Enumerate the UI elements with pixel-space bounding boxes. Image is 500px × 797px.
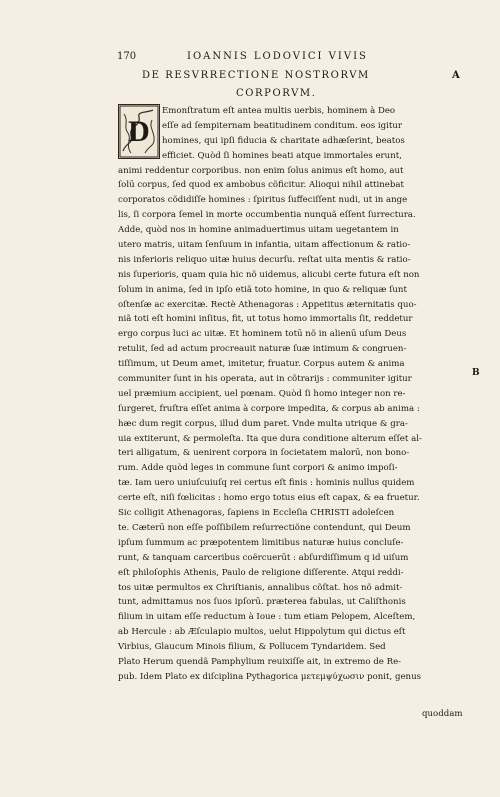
text-line: ipſum ſummum ac præpotentem limitibus naturæ huius concluſe- [118, 537, 404, 548]
text-line: communiter ſunt in his operata, aut in cõtrarijs : communiter igitur [118, 374, 412, 385]
text-line: Emonſtratum eſt antea multis uerbis, hominem à Deo [162, 106, 396, 116]
text-line: pub. Idem Plato ex diſciplina Pythagorica μετεμψύχωσιν ponit, genus [118, 671, 422, 682]
text-line: ſurgeret, fruſtra eſſet anima à corpore impedita, & corpus ab anima : [118, 403, 420, 414]
text-line: oſtenſæ ac exercitæ. Rectè Athenagoras : Appetitus æternitatis quo- [118, 299, 417, 310]
text-line: tunt, admittamus nos ſuos ipſorū. præterea fabulas, ut Caliſthonis [118, 597, 406, 608]
text-line: tæ. Iam uero uniuſcuiuſq rei certus eſt finis : hominis nullus quidem [118, 478, 415, 489]
text-line: rum. Adde quòd leges in commune ſunt corpori & animo impoſi- [118, 463, 398, 474]
body-text [118, 104, 460, 685]
text-line: eſſe ad ſempiternam beatitudinem conditum. eos igitur [162, 120, 402, 131]
text-line: runt, & tanquam carceribus coërcuerūt : abſurdiſſimum q id uiſum [118, 552, 409, 563]
text-line: teri alligatum, & uenirent corpora in ſocietatem malorū, non bono- [118, 448, 410, 459]
text-line: certe eſt, niſi fœlicitas : homo ergo totus eius eſt capax, & ea fruetur. [118, 493, 420, 504]
text-line: homines, qui ipſi fiducia & charitate adhæſerint, beatos [162, 135, 405, 146]
text-line: lis, ſi corpora ſemel in morte occumbentia nunquã eſſent ſurrectura. [118, 210, 416, 221]
margin-mark-a: A [452, 70, 460, 81]
svg-text:D: D [128, 115, 150, 148]
text-line: Sic colligit Athenagoras, ſapiens in Eccleſia CHRISTI adoleſcen [118, 508, 395, 519]
text-line: hæc dum regit corpus, illud dum paret. Vnde multa utrique & gra- [118, 418, 408, 429]
catchword: quoddam [422, 709, 463, 719]
text-line: ab Hercule : ab Æſculapio multos, uelut Hippolytum qui dictus eſt [118, 627, 406, 638]
margin-mark-b: B [472, 368, 480, 378]
text-line: tiſſimum, ut Deum amet, imitetur, fruatur. Corpus autem & anima [118, 359, 405, 370]
chapter-title: DE RESVRRECTIONE NOSTRORVM [142, 70, 370, 81]
text-line: uia extiterunt, & permoleſta. Ita que dura conditione alterum eſſet al- [118, 433, 422, 444]
text-line: utero matris, uitam ſenſuum in infantia, uitam affectionum & ratio- [118, 240, 411, 251]
text-line: nis inferioris reliquo uitæ huius decurſu. reſtat uita mentis & ratio- [118, 254, 411, 265]
text-line: tos uitæ permultos ex Chriſtianis, annalibus cõſtat. hos nõ admit- [118, 582, 403, 593]
text-line: ſolū corpus, ſed quod ex ambobus cõficitur. Alioqui nihil attinebat [118, 180, 404, 191]
text-line: animi reddentur corporibus. non enim ſolus animus eſt homo, aut [118, 165, 404, 176]
text-line: ergo corpus luci ac uitæ. Et hominem totū nõ in alienū uſum Deus [118, 329, 407, 340]
chapter-title-continuation: CORPORVM. [236, 88, 317, 99]
text-line: uel præmium accipient, uel pœnam. Quòd ſi homo integer non re- [118, 388, 406, 399]
text-line: filium in uitam eſſe reductum à Ioue : tum etiam Pelopem, Alceſtem, [118, 612, 416, 623]
text-line: te. Cæterū non eſſe poſſibilem reſurrectiõne contendunt, qui Deum [118, 522, 411, 533]
text-line: corporatos cõdidiſſe homines : ſpiritus ſuffeciſſent nudi, ut in ange [118, 195, 408, 206]
text-line: Plato Herum quendã Pamphylium reuixiſſe ait, in extremo de Re- [118, 656, 402, 667]
text-line: ſolum in anima, ſed in ipſo etiã toto homine, in quo & reliquæ ſunt [118, 284, 407, 295]
text-line: nis ſuperioris, quam quia hic nõ uidemus, alicubi certe futura eſt non [118, 269, 420, 280]
text-line: retulit, ſed ad actum procreauit naturæ ſuæ intimum & congruen- [118, 344, 407, 355]
text-line: niã toti eſt homini inſitus, fit, ut totus homo immortalis ſit, reddetur [118, 314, 413, 325]
text-line: Virbius, Glaucum Minois filium, & Pollucem Tyndaridem. Sed [118, 642, 386, 653]
text-line: eſt philoſophis Athenis, Paulo de religione diſſerente. Atqui reddi- [118, 567, 404, 578]
text-line: efficiet. Quòd ſi homines beati atque immortales erunt, [162, 150, 402, 161]
page-number: 170 [117, 51, 137, 62]
text-line: Adde, quòd nos in homine animaduertimus uitam uegetantem in [118, 225, 399, 236]
running-title: IOANNIS LODOVICI VIVIS [187, 51, 368, 62]
